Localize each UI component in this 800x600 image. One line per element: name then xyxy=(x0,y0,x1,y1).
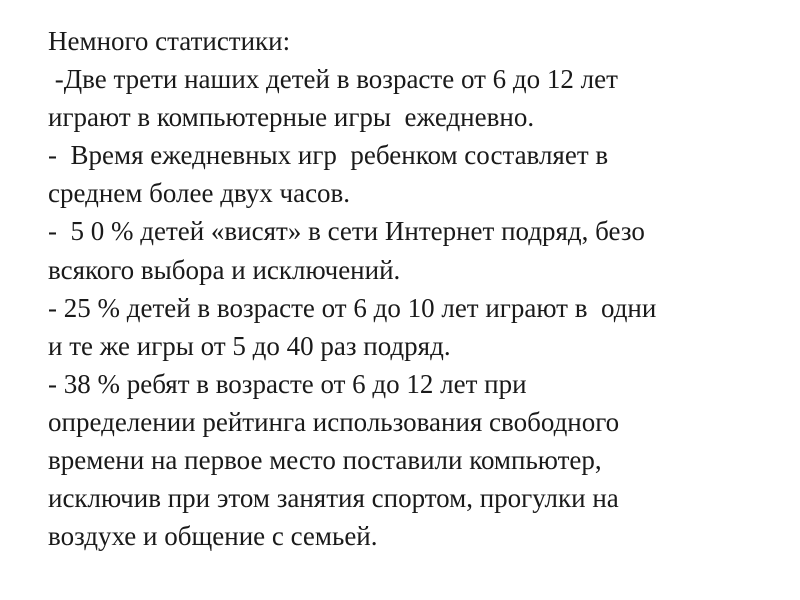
statistics-text xyxy=(48,22,788,555)
text-line: времени на первое место поставили компьютер, xyxy=(48,445,602,476)
text-line: воздухе и общение с семьей. xyxy=(48,521,378,552)
text-line: - 5 0 % детей «висят» в сети Интернет подряд, безо xyxy=(48,216,645,247)
text-line: исключив при этом занятия спортом, прогулки на xyxy=(48,483,619,514)
text-line: - 25 % детей в возрасте от 6 до 10 лет играют в одни xyxy=(48,292,657,323)
text-line: играют в компьютерные игры ежедневно. xyxy=(48,102,535,133)
text-line: определении рейтинга использования свободного xyxy=(48,406,620,437)
text-line: и те же игры от 5 до 40 раз подряд. xyxy=(48,330,451,361)
text-line: среднем более двух часов. xyxy=(48,178,351,209)
text-line: всякого выбора и исключений. xyxy=(48,254,401,285)
text-line: - Время ежедневных игр ребенком составляет в xyxy=(48,140,609,171)
text-line: -Две трети наших детей в возрасте от 6 до 12 лет xyxy=(48,64,618,95)
heading-line: Немного статистики: xyxy=(48,26,291,56)
text-line: - 38 % ребят в возрасте от 6 до 12 лет при xyxy=(48,368,527,399)
